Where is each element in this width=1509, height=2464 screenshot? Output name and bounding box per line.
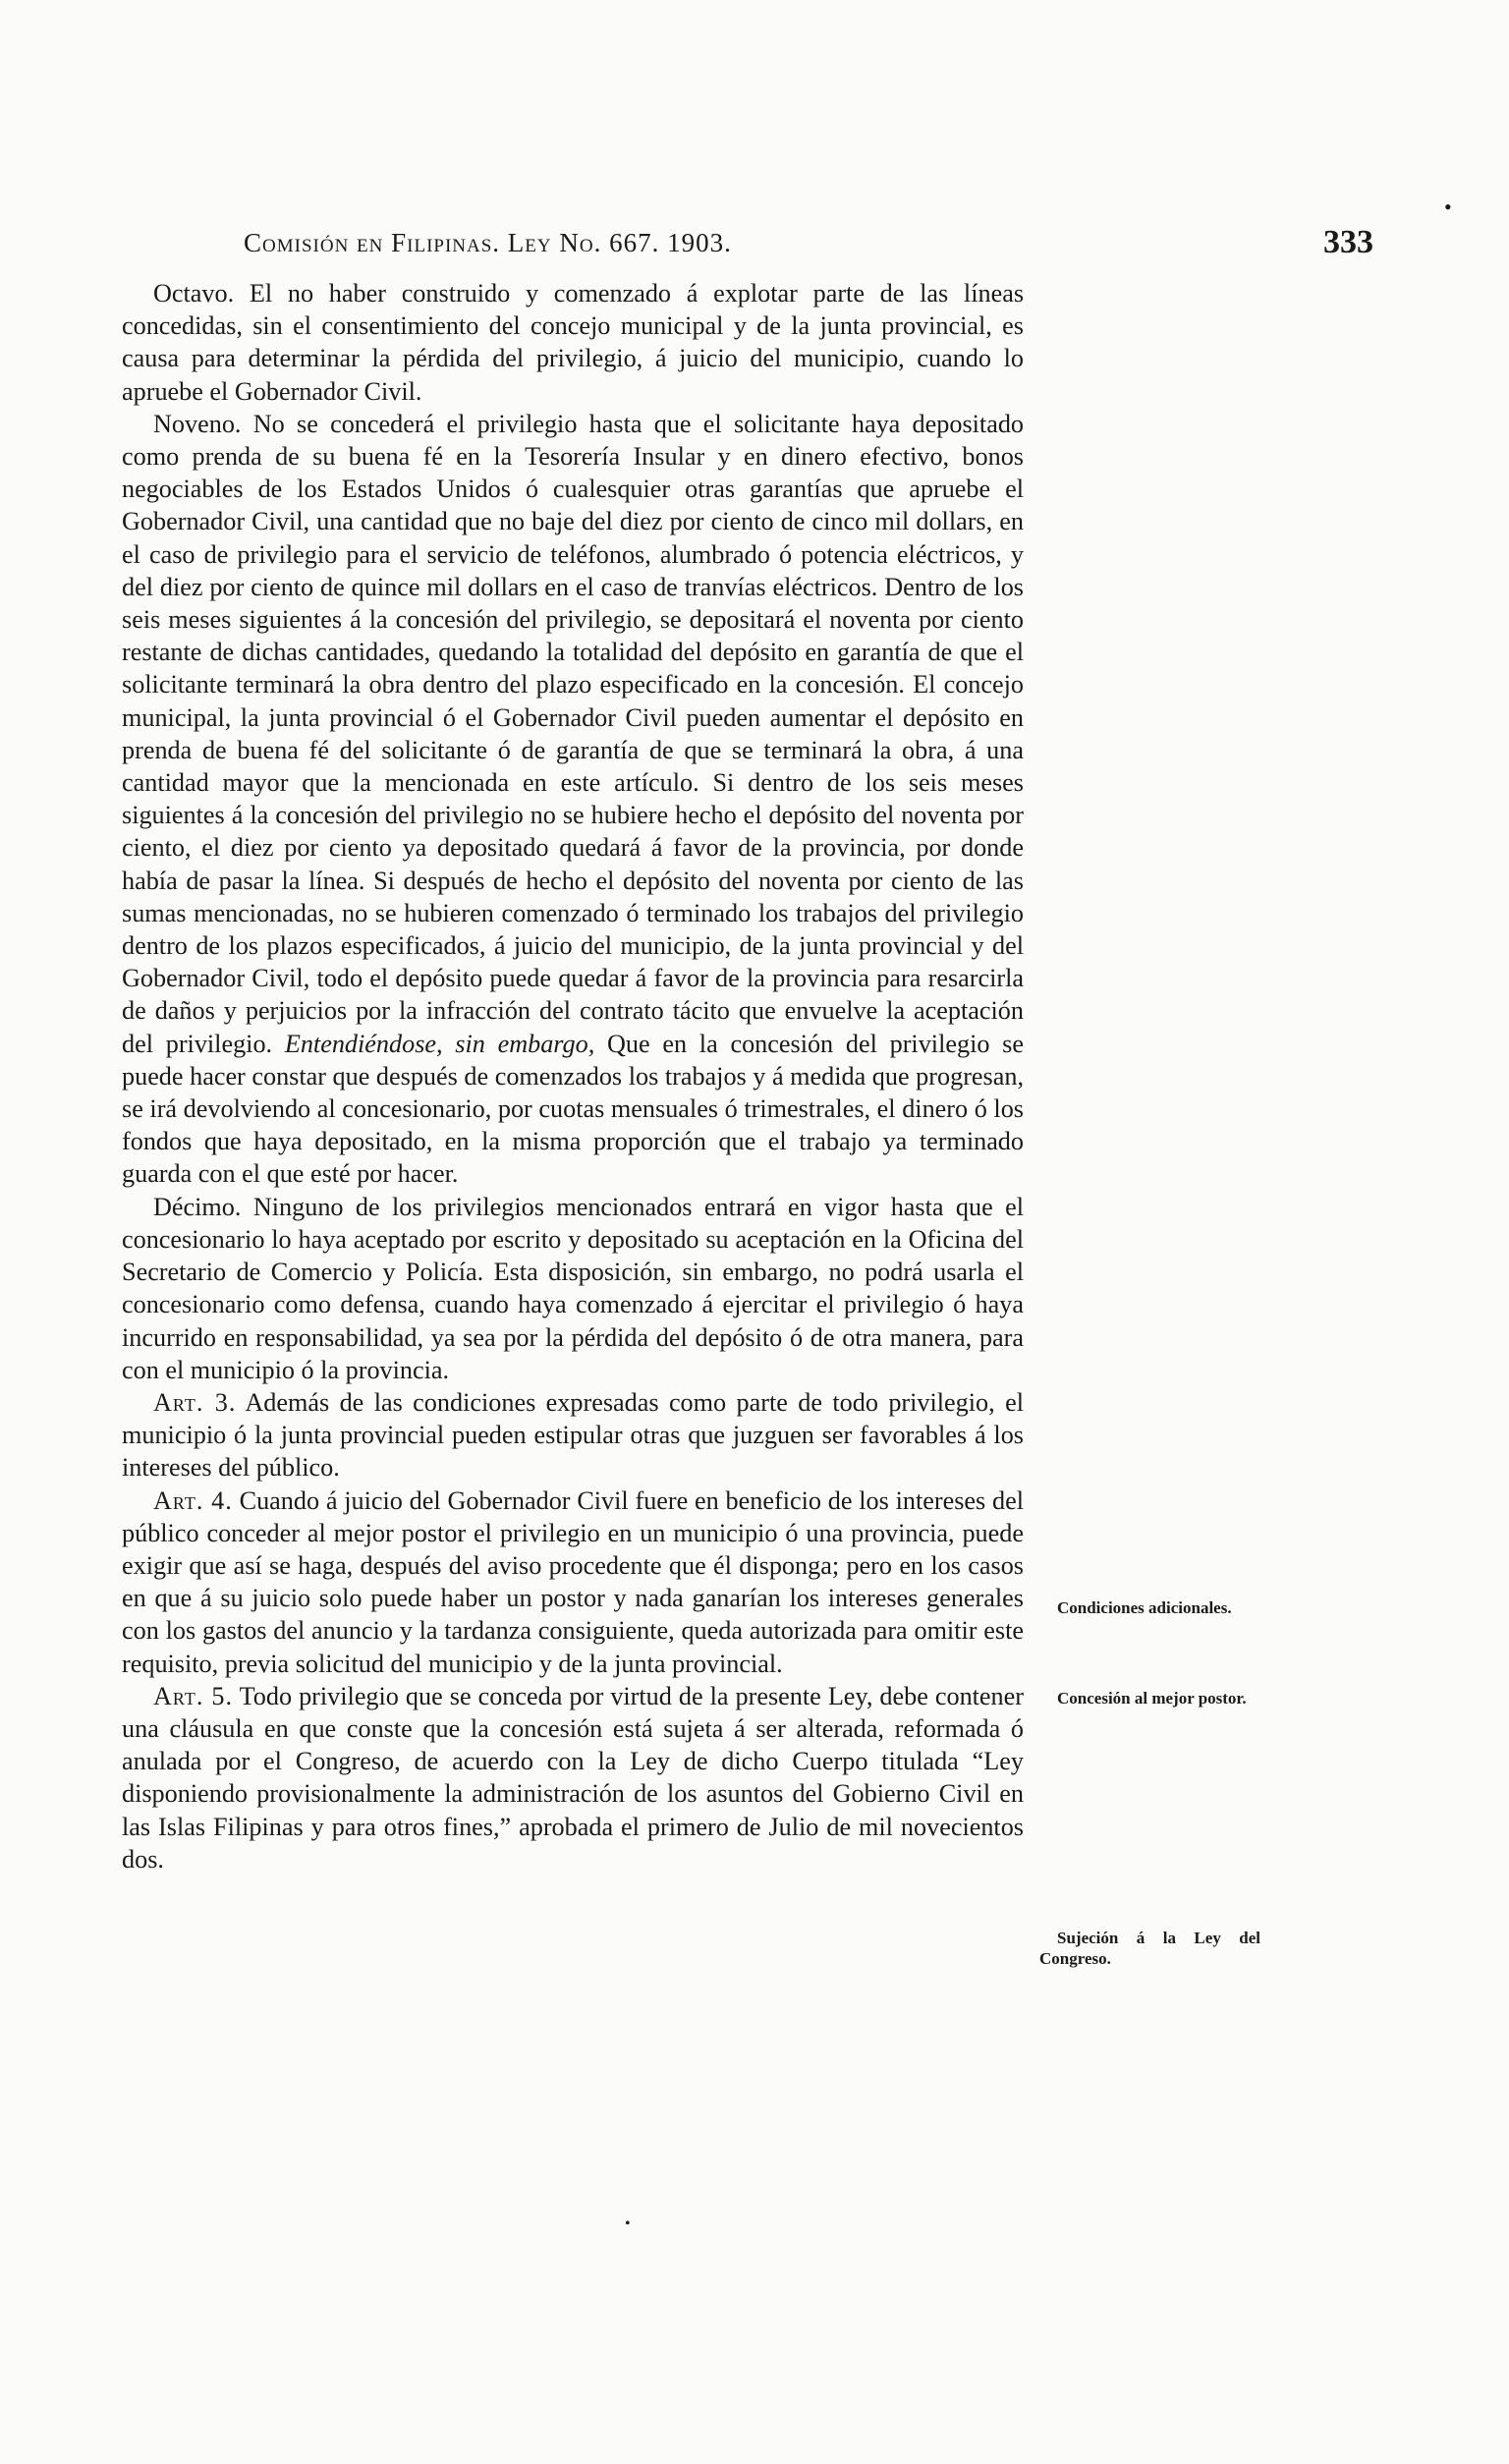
paragraph-art-5 <box>122 1680 1024 1876</box>
paragraph-text: Ninguno de los privilegios mencionados entrará en vigor hasta que el concesionario lo haya aceptado por escrito y depositado su aceptación en la Oficina del Secretario de Comercio y Policía. Esta disposición, sin embargo, no podrá usarla el concesionario como defensa, cuando haya comenzado á ejercitar el privilegio ó haya incurrido en responsabilidad, ya sea por la pérdida del depósito ó de otra manera, para con el municipio ó la provincia. <box>122 1192 1024 1384</box>
margin-note-condiciones: Condiciones adicionales. <box>1057 1598 1232 1617</box>
page-number: 333 <box>1323 224 1373 260</box>
paragraph-lead: Décimo. <box>153 1192 242 1221</box>
paragraph-text: El no haber construido y comenzado á explotar parte de las líneas concedidas, sin el consentimiento del concejo municipal y de la junta provincial, es causa para determinar la pérdida del privilegio, á juicio del municipio, cuando lo apruebe el Gobernador Civil. <box>122 279 1025 406</box>
paragraph-lead: Noveno. <box>153 409 242 438</box>
running-head <box>244 224 1383 263</box>
margin-note-sujecion: Sujeción á la Ley del Congreso. <box>1039 1929 1260 1968</box>
margin-note-concesion: Concesión al mejor postor. <box>1057 1689 1247 1708</box>
article-number: Art. 5. <box>153 1681 234 1710</box>
body-text <box>122 277 1024 1876</box>
paragraph-text: No se concederá el privilegio hasta que el solicitante haya depositado como prenda de su buena fé en la Tesorería Insular y en dinero efectivo, bonos negociables de los Estados Unidos ó cualesquier otras garantías que apruebe el Gobernador Civil, una cantidad que no baje del diez por ciento de cinco mil dollars, en el caso de privilegio para el servicio de teléfonos, alumbrado ó potencia eléctricos, y del diez por ciento de quince mil dollars en el caso de tranvías eléctricos. Dentro de los seis meses siguientes á la concesión del privilegio, se depositará el noventa por ciento restante de dichas cantidades, quedando la totalidad del depósito en garantía de que el solicitante terminará la obra dentro del plazo especificado en la concesión. El concejo municipal, la junta provincial ó el Gobernador Civil pueden aumentar el depósito en prenda de buena fé del solicitante ó de garantía de que se terminará la obra, á una cantidad mayor que la mencionada en este artículo. Si dentro de los seis meses siguientes á la concesión del privilegio no se hubiere hecho el depósito del noventa por ciento, el diez por ciento ya depositado quedará á favor de la provincia, por donde había de pasar la línea. Si después de hecho el depósito del noventa por ciento de las sumas mencionadas, no se hubieren comenzado ó terminado los trabajos del privilegio dentro de los plazos especificados, á juicio del municipio, de la junta provincial y del Gobernador Civil, todo el depósito puede quedar á favor de la provincia para resarcirla de daños y perjuicios por la infracción del contrato tácito que envuelve la aceptación del privilegio. <box>122 409 1025 1058</box>
running-title: Comisión en Filipinas. Ley No. 667. 1903. <box>244 228 732 257</box>
paragraph-octavo <box>122 277 1024 408</box>
paragraph-art-4 <box>122 1484 1024 1680</box>
paragraph-text: Que en la concesión del privilegio se puede hacer constar que después de comenzados los trabajos y á medida que progresan, se irá devolviendo al concesionario, por cuotas mensuales ó trimestrales, el dinero ó los fondos que haya depositado, en la misma proporción que el trabajo ya terminado guarda con el que esté por hacer. <box>122 1029 1024 1189</box>
paragraph-lead: Octavo. <box>153 279 235 308</box>
print-speck: • <box>1444 195 1452 219</box>
paragraph-art-3 <box>122 1386 1024 1484</box>
paragraph-decimo <box>122 1191 1024 1386</box>
paragraph-text: Todo privilegio que se conceda por virtud de la presente Ley, debe contener una cláusula en que conste que la concesión está sujeta á ser alterada, reformada ó anulada por el Congreso, de acuerdo con la Ley de dicho Cuerpo titulada “Ley disponiendo provisionalmente la administración de los asuntos del Gobierno Civil en las Islas Filipinas y para otros fines,” aprobada el primero de Julio de mil novecientos dos. <box>122 1681 1024 1874</box>
paragraph-noveno <box>122 408 1024 1191</box>
paragraph-text: Además de las condiciones expresadas como parte de todo privilegio, el municipio ó la junta provincial pueden estipular otras que juzguen ser favorables á los intereses del público. <box>122 1387 1024 1483</box>
paragraph-italic-text: Entendiéndose, sin embargo, <box>284 1029 595 1058</box>
article-number: Art. 4. <box>153 1485 233 1515</box>
print-speck: • <box>625 2215 631 2232</box>
paragraph-text: Cuando á juicio del Gobernador Civil fuere en beneficio de los intereses del público conceder al mejor postor el privilegio en un municipio ó una provincia, puede exigir que así se haga, después del aviso procedente que él disponga; pero en los casos en que á su juicio solo puede haber un postor y nada ganarían los intereses generales con los gastos del anuncio y la tardanza consiguiente, queda autorizada para omitir este requisito, previa solicitud del municipio y de la junta provincial. <box>122 1485 1024 1678</box>
article-number: Art. 3. <box>153 1387 237 1417</box>
